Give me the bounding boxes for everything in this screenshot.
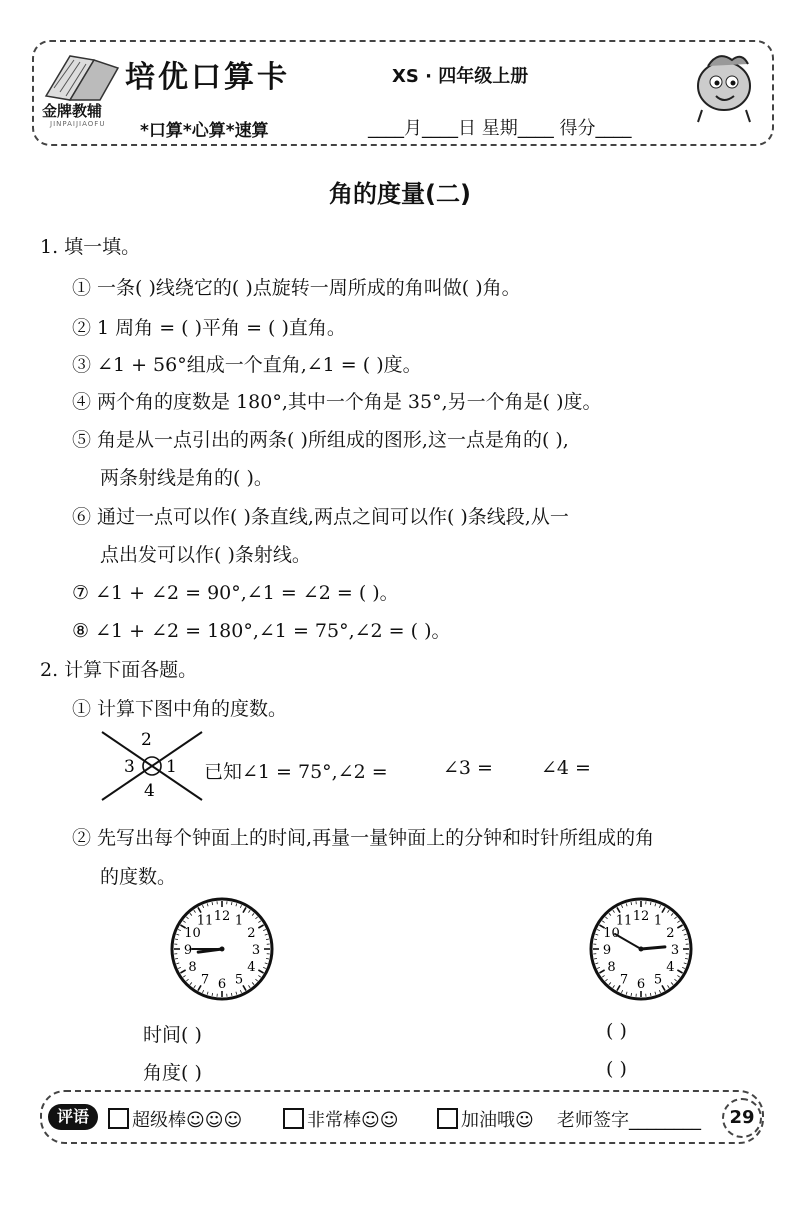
clock-number: 8: [188, 960, 197, 975]
option-super-label: 超级棒☺☺☺: [132, 1110, 243, 1131]
checkbox-keep-going[interactable]: [437, 1108, 458, 1129]
q2-heading: 2. 计算下面各题。: [40, 659, 198, 681]
angle4-blank: ∠4 =: [541, 757, 591, 779]
clock-number: 8: [607, 960, 616, 975]
angle3-blank: ∠3 =: [443, 757, 493, 779]
clock-number: 7: [619, 972, 629, 988]
hour-hand: [641, 947, 665, 949]
checkbox-super[interactable]: [108, 1108, 129, 1129]
brand-logo-subtext: JINPAIJIAOFU: [50, 120, 106, 128]
review-badge: 评语: [48, 1104, 98, 1130]
clock-number: 9: [183, 943, 193, 958]
q1-item: ⑥ 通过一点可以作( )条直线,两点之间可以作( )条线段,从一: [72, 506, 569, 528]
book-logo-icon: [40, 46, 122, 102]
page-title: 角的度量(二): [329, 180, 471, 208]
option-great[interactable]: [283, 1106, 399, 1132]
option-great-label: 非常棒☺☺: [307, 1110, 399, 1131]
clock-number: 4: [247, 960, 256, 975]
angle-answer-1: 角度( ): [143, 1062, 202, 1084]
q1-item-continued: 两条射线是角的( )。: [100, 467, 273, 489]
angle-label-1: 1: [166, 757, 177, 777]
clock-face-1: [169, 896, 275, 1002]
grade-label: XS · 四年级上册: [392, 66, 529, 87]
brand-logo-text: 金牌教辅: [42, 102, 103, 120]
crossing-lines-diagram: [98, 728, 208, 804]
slogan: *口算*心算*速算: [140, 121, 269, 141]
card-title: 培优口算卡: [125, 60, 290, 95]
clock-number: 4: [666, 960, 675, 975]
q2-sub2-continued: 的度数。: [100, 866, 177, 888]
clock-number: 9: [602, 943, 612, 958]
clock-number: 10: [184, 926, 201, 941]
angle-label-4: 4: [144, 781, 155, 801]
clock-number: 2: [247, 926, 256, 941]
q1-item: ③ ∠1 + 56°组成一个直角,∠1 = ( )度。: [72, 354, 422, 376]
q1-item: ② 1 周角 = ( )平角 = ( )直角。: [72, 317, 346, 339]
q1-item: ⑦ ∠1 + ∠2 = 90°,∠1 = ∠2 = ( )。: [72, 582, 399, 604]
q1-item: ⑧ ∠1 + ∠2 = 180°,∠1 = 75°,∠2 = ( )。: [72, 620, 451, 642]
known-angle-text: 已知∠1 = 75°,∠2 =: [204, 761, 388, 783]
clock-number: 11: [196, 913, 214, 929]
q1-item: ① 一条( )线绕它的( )点旋转一周所成的角叫做( )角。: [72, 277, 521, 299]
clock-number: 1: [653, 913, 663, 929]
clock-number: 6: [636, 977, 646, 992]
q1-item: ⑤ 角是从一点引出的两条( )所组成的图形,这一点是角的( ),: [72, 429, 569, 451]
teacher-signature: 老师签字________: [557, 1110, 701, 1131]
q2-sub1: ① 计算下图中角的度数。: [72, 698, 288, 720]
option-keep-going[interactable]: [437, 1106, 534, 1132]
clock-face-2: [588, 896, 694, 1002]
clock-number: 11: [615, 913, 633, 929]
clock-number: 12: [632, 909, 650, 924]
time-answer-2: ( ): [606, 1020, 627, 1042]
mascot-icon: [688, 46, 762, 124]
angle-label-3: 3: [124, 757, 135, 777]
page-number: 29: [722, 1098, 762, 1138]
date-score-line: ____月____日 星期____ 得分____: [368, 118, 632, 139]
clock-number: 2: [666, 926, 675, 941]
q1-item-continued: 点出发可以作( )条射线。: [100, 544, 311, 566]
clock-number: 7: [200, 972, 210, 988]
angle-label-2: 2: [141, 730, 152, 750]
clock-number: 12: [213, 909, 231, 924]
angle-answer-2: ( ): [606, 1058, 627, 1080]
q2-sub2: ② 先写出每个钟面上的时间,再量一量钟面上的分钟和时针所组成的角: [72, 827, 655, 849]
q1-heading: 1. 填一填。: [40, 236, 141, 258]
clock-number: 5: [653, 972, 663, 988]
time-answer-1: 时间( ): [143, 1024, 202, 1046]
clock-number: 1: [234, 913, 244, 929]
clock-number: 5: [234, 972, 244, 988]
clock-number: 10: [603, 926, 620, 941]
clock-number: 3: [251, 943, 261, 958]
clock-number: 3: [670, 943, 680, 958]
option-super[interactable]: [108, 1106, 242, 1132]
clock-number: 6: [217, 977, 227, 992]
q1-item: ④ 两个角的度数是 180°,其中一个角是 35°,另一个角是( )度。: [72, 391, 602, 413]
option-keep-going-label: 加油哦☺: [461, 1110, 534, 1131]
checkbox-great[interactable]: [283, 1108, 304, 1129]
